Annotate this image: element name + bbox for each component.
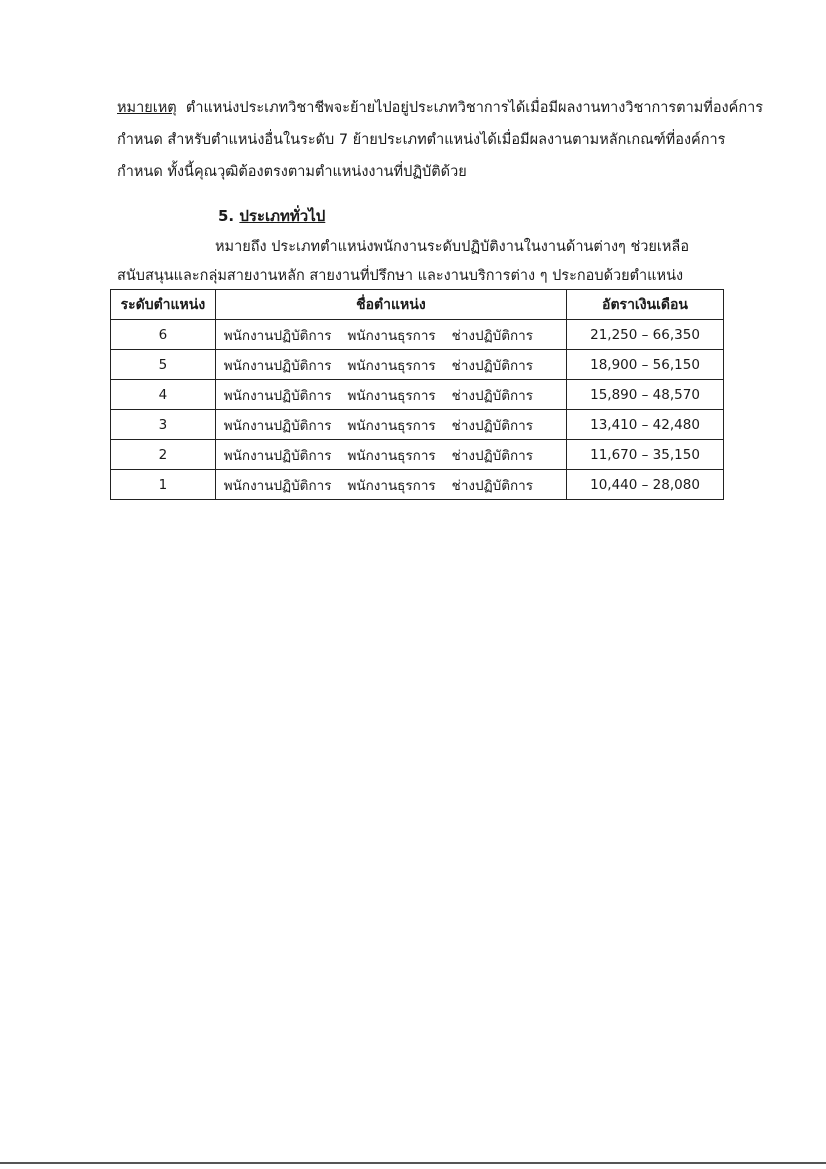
cell-level: 5: [111, 350, 216, 380]
cell-name: [215, 350, 566, 380]
section-number: 5.: [218, 207, 235, 225]
table-row: [111, 320, 724, 350]
note-line-3: กำหนด ทั้งนี้คุณวุฒิต้องตรงตามตำแหน่งงานที่ปฏิบัติด้วย: [117, 164, 467, 180]
note-label: หมายเหตุ: [117, 100, 177, 116]
position-name-3: ช่างปฏิบัติการ: [451, 387, 533, 404]
position-name-3: ช่างปฏิบัติการ: [451, 417, 533, 434]
note-paragraph: [117, 92, 764, 188]
cell-name: [215, 320, 566, 350]
cell-level: 1: [111, 470, 216, 500]
cell-name: [215, 440, 566, 470]
cell-name: [215, 470, 566, 500]
cell-level: 4: [111, 380, 216, 410]
position-name-3: ช่างปฏิบัติการ: [451, 447, 533, 464]
position-name-2: พนักงานธุรการ: [347, 387, 436, 404]
position-name-2: พนักงานธุรการ: [347, 327, 436, 344]
position-table: [110, 289, 724, 500]
cell-salary: 21,250 – 66,350: [567, 320, 724, 350]
position-name-1: พนักงานปฏิบัติการ: [223, 477, 332, 494]
header-level: ระดับตำแหน่ง: [111, 290, 216, 320]
table-row: [111, 350, 724, 380]
position-name-2: พนักงานธุรการ: [347, 447, 436, 464]
cell-name: [215, 410, 566, 440]
position-name-1: พนักงานปฏิบัติการ: [223, 327, 332, 344]
section-description: [117, 233, 729, 291]
header-salary: อัตราเงินเดือน: [567, 290, 724, 320]
note-line-2: กำหนด สำหรับตำแหน่งอื่นในระดับ 7 ย้ายประเภทตำแหน่งได้เมื่อมีผลงานตามหลักเกณฑ์ที่องค์การ: [117, 132, 726, 148]
cell-level: 3: [111, 410, 216, 440]
position-name-1: พนักงานปฏิบัติการ: [223, 387, 332, 404]
section-desc-line-2: สนับสนุนและกลุ่มสายงานหลัก สายงานที่ปรึกษา และงานบริการต่าง ๆ ประกอบด้วยตำแหน่ง: [117, 268, 684, 284]
table-row: [111, 410, 724, 440]
position-name-2: พนักงานธุรการ: [347, 417, 436, 434]
cell-level: 2: [111, 440, 216, 470]
position-name-3: ช่างปฏิบัติการ: [451, 477, 533, 494]
position-name-1: พนักงานปฏิบัติการ: [223, 357, 332, 374]
page-bottom-border: [0, 1162, 826, 1164]
cell-name: [215, 380, 566, 410]
cell-salary: 18,900 – 56,150: [567, 350, 724, 380]
table-row: [111, 440, 724, 470]
section-title: ประเภททั่วไป: [239, 207, 326, 225]
table-row: [111, 470, 724, 500]
position-name-1: พนักงานปฏิบัติการ: [223, 447, 332, 464]
section-heading: [218, 204, 325, 228]
cell-salary: 10,440 – 28,080: [567, 470, 724, 500]
table-header-row: [111, 290, 724, 320]
header-name: ชื่อตำแหน่ง: [215, 290, 566, 320]
position-name-3: ช่างปฏิบัติการ: [451, 357, 533, 374]
cell-salary: 11,670 – 35,150: [567, 440, 724, 470]
table-row: [111, 380, 724, 410]
position-name-3: ช่างปฏิบัติการ: [451, 327, 533, 344]
cell-salary: 15,890 – 48,570: [567, 380, 724, 410]
position-name-2: พนักงานธุรการ: [347, 357, 436, 374]
cell-salary: 13,410 – 42,480: [567, 410, 724, 440]
cell-level: 6: [111, 320, 216, 350]
note-text-1: ตำแหน่งประเภทวิชาชีพจะย้ายไปอยู่ประเภทวิชาการได้เมื่อมีผลงานทางวิชาการตามที่องค์การ: [185, 100, 764, 116]
section-desc-line-1: หมายถึง ประเภทตำแหน่งพนักงานระดับปฏิบัติงานในงานด้านต่างๆ ช่วยเหลือ: [215, 239, 690, 255]
note-line-1: [117, 92, 764, 124]
position-name-1: พนักงานปฏิบัติการ: [223, 417, 332, 434]
position-name-2: พนักงานธุรการ: [347, 477, 436, 494]
